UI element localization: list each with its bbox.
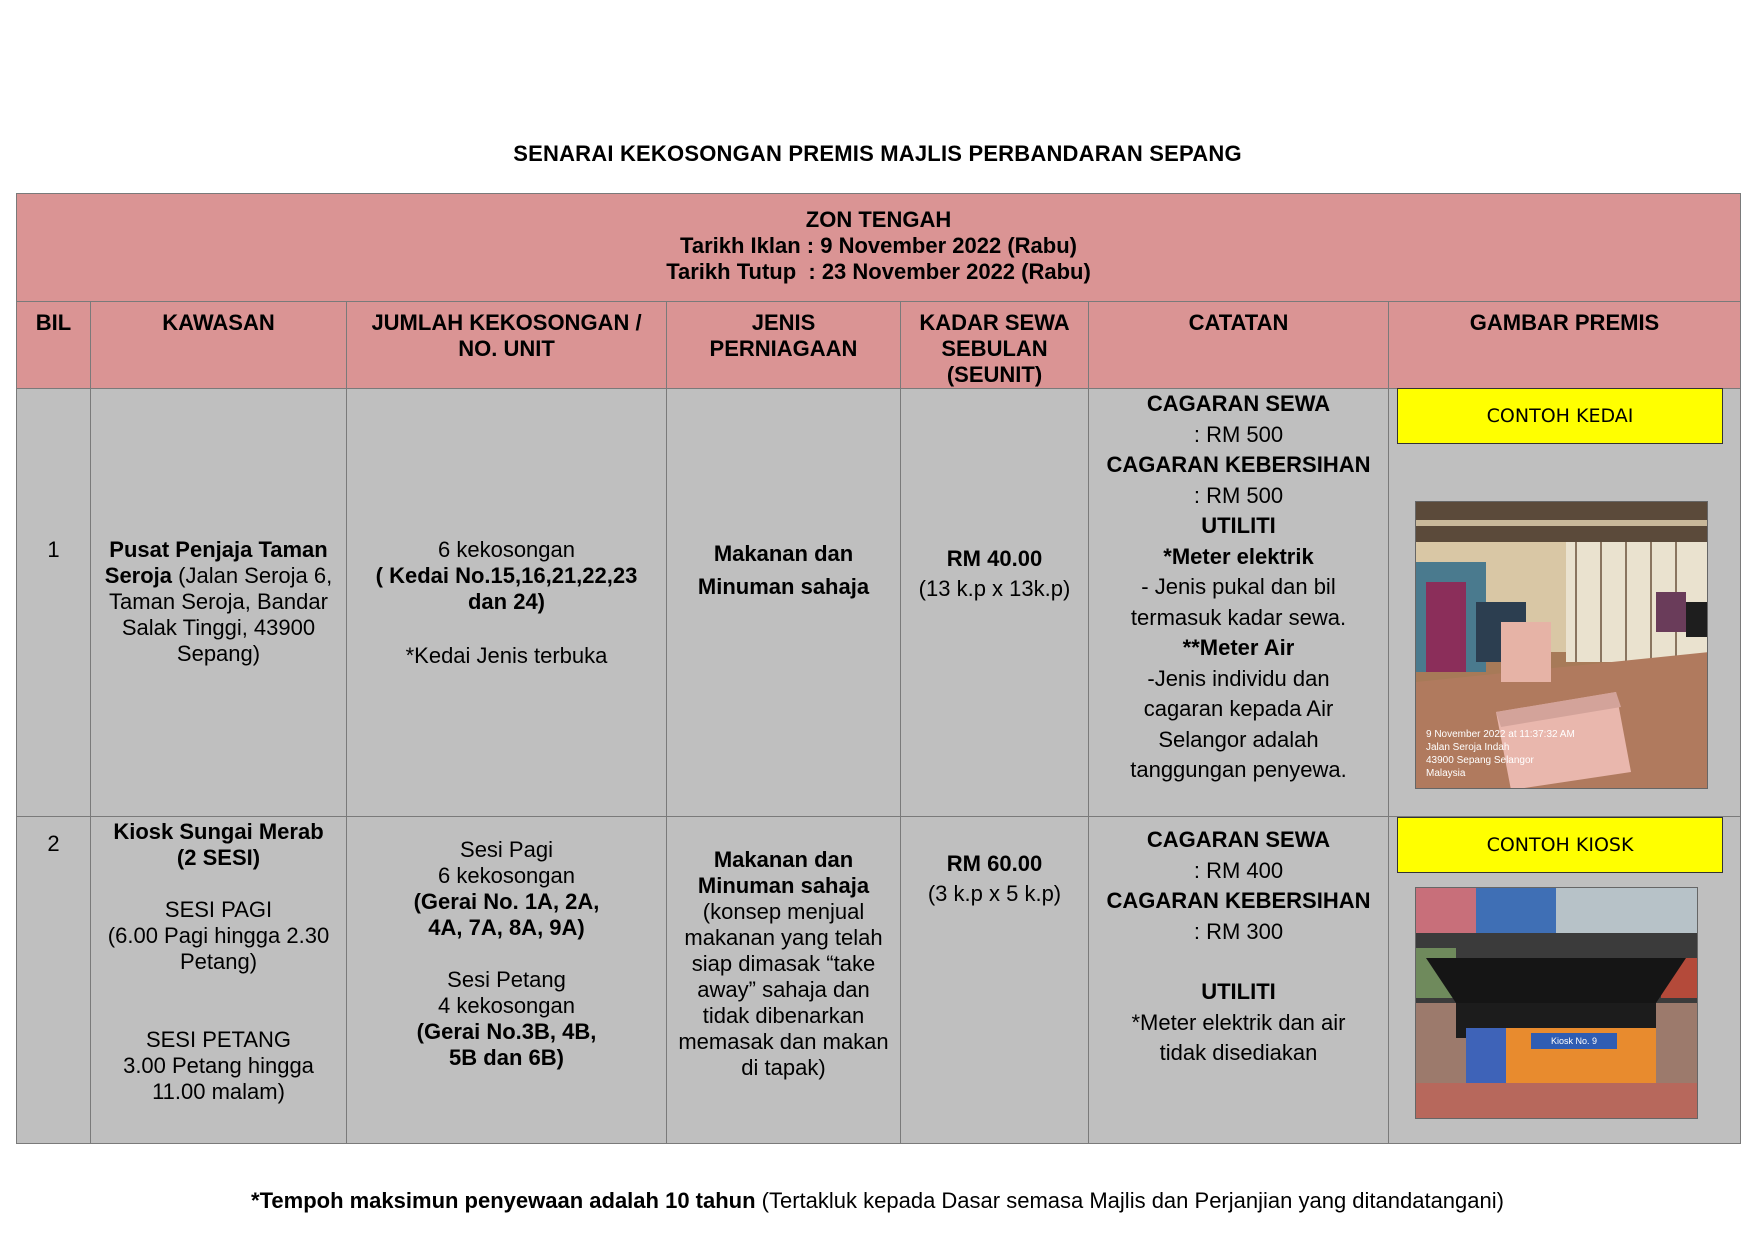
area-name: Kiosk Sungai Merab (2 SESI)	[113, 819, 324, 870]
utility-label: UTILITI	[1201, 513, 1276, 538]
kiosk-sign: Kiosk No. 9	[1550, 1036, 1598, 1046]
evening-heading: Sesi Petang	[447, 967, 566, 992]
business-type-cell	[667, 817, 901, 1144]
electric-meter-text: - Jenis pukal dan bil termasuk kadar sewa.	[1130, 574, 1347, 630]
kiosk-photo	[1415, 887, 1698, 1119]
col-header-gambar: GAMBAR PREMIS	[1389, 302, 1741, 389]
utility-label: UTILITI	[1201, 979, 1276, 1004]
zone-name: ZON TENGAH	[805, 207, 952, 232]
morning-units: (Gerai No. 1A, 2A, 4A, 7A, 8A, 9A)	[413, 889, 600, 940]
table-row	[17, 817, 1741, 1144]
utility-text: *Meter elektrik dan air tidak disediakan	[1131, 1009, 1346, 1065]
business-type: Makanan dan Minuman sahaja	[697, 847, 870, 898]
vacancy-count: 6 kekosongan	[438, 537, 575, 562]
ad-date: Tarikh Iklan : 9 November 2022 (Rabu)	[680, 233, 1077, 258]
shop-photo	[1415, 501, 1708, 789]
deposit-label: CAGARAN SEWA	[1146, 391, 1331, 416]
water-meter-label: **Meter Air	[1182, 635, 1295, 660]
morning-session-time: (6.00 Pagi hingga 2.30 Petang)	[107, 923, 330, 974]
deposit-value: : RM 400	[1193, 857, 1284, 883]
area-name: Pusat Penjaja Taman Seroja	[104, 537, 328, 588]
rent-cell	[901, 389, 1089, 817]
business-type-cell	[667, 389, 901, 817]
cleaning-deposit-label: CAGARAN KEBERSIHAN	[1106, 452, 1371, 477]
cleaning-deposit-value: : RM 300	[1193, 918, 1284, 944]
evening-session-time: 3.00 Petang hingga 11.00 malam)	[123, 1053, 314, 1104]
unit-numbers: ( Kedai No.15,16,21,22,23 dan 24)	[375, 563, 638, 614]
electric-meter-label: *Meter elektrik	[1163, 543, 1314, 569]
zone-header-row	[17, 194, 1741, 302]
col-header-jenis: JENIS PERNIAGAAN	[667, 302, 901, 389]
rent-cell	[901, 817, 1089, 1144]
row-number: 2	[17, 817, 91, 1144]
close-date: Tarikh Tutup : 23 November 2022 (Rabu)	[666, 259, 1091, 284]
sample-shop-label: CONTOH KEDAI	[1397, 388, 1723, 444]
column-header-row	[17, 302, 1741, 389]
vacancy-cell	[347, 389, 667, 817]
rent-amount: RM 60.00	[946, 851, 1043, 876]
morning-heading: Sesi Pagi	[460, 837, 553, 862]
sample-kiosk-label: CONTOH KIOSK	[1397, 817, 1723, 873]
row-number: 1	[17, 389, 91, 817]
footer-note	[0, 1188, 1755, 1214]
cleaning-deposit-label: CAGARAN KEBERSIHAN	[1106, 888, 1371, 913]
footer-text: (Tertakluk kepada Dasar semasa Majlis dan Perjanjian yang ditandatangani)	[755, 1188, 1504, 1213]
vacancy-cell	[347, 817, 667, 1144]
rent-size: (3 k.p x 5 k.p)	[927, 881, 1062, 906]
rent-amount: RM 40.00	[946, 546, 1043, 571]
notes-cell	[1089, 389, 1389, 817]
deposit-value: : RM 500	[1193, 421, 1284, 447]
table-row	[17, 389, 1741, 817]
morning-count: 6 kekosongan	[438, 863, 575, 888]
vacancy-table	[16, 193, 1741, 1144]
area-cell	[91, 389, 347, 817]
business-type: Makanan dan Minuman sahaja	[697, 541, 870, 599]
evening-count: 4 kekosongan	[438, 993, 575, 1018]
cleaning-deposit-value: : RM 500	[1193, 482, 1284, 508]
col-header-jumlah: JUMLAH KEKOSONGAN / NO. UNIT	[347, 302, 667, 389]
photo-cell	[1389, 817, 1741, 1144]
area-cell	[91, 817, 347, 1144]
col-header-kadar: KADAR SEWA SEBULAN (SEUNIT)	[901, 302, 1089, 389]
evening-session-label: SESI PETANG	[145, 1027, 292, 1052]
footer-bold: *Tempoh maksimun penyewaan adalah 10 tahun	[251, 1188, 756, 1213]
evening-units: (Gerai No.3B, 4B, 5B dan 6B)	[416, 1019, 597, 1070]
deposit-label: CAGARAN SEWA	[1146, 827, 1331, 852]
photo-cell	[1389, 389, 1741, 817]
zone-header-cell	[17, 194, 1741, 302]
col-header-kawasan: KAWASAN	[91, 302, 347, 389]
morning-session-label: SESI PAGI	[164, 897, 273, 922]
col-header-bil: BIL	[17, 302, 91, 389]
water-meter-text: -Jenis individu dan cagaran kepada Air Selangor adalah tanggungan penyewa.	[1130, 665, 1347, 782]
business-note: (konsep menjual makanan yang telah siap dimasak “take away” sahaja dan tidak dibenarkan memasak dan makan di tapak)	[678, 899, 889, 1080]
photo-timestamp: 9 November 2022 at 11:37:32 AM Jalan Seroja Indah 43900 Sepang Selangor Malaysia	[1426, 729, 1575, 779]
document-title: SENARAI KEKOSONGAN PREMIS MAJLIS PERBANDARAN SEPANG	[513, 141, 1242, 166]
unit-note: *Kedai Jenis terbuka	[405, 643, 608, 668]
notes-cell	[1089, 817, 1389, 1144]
area-address: (Jalan Seroja 6, Taman Seroja, Bandar Salak Tinggi, 43900 Sepang)	[109, 563, 333, 666]
rent-size: (13 k.p x 13k.p)	[918, 576, 1071, 601]
col-header-catatan: CATATAN	[1089, 302, 1389, 389]
